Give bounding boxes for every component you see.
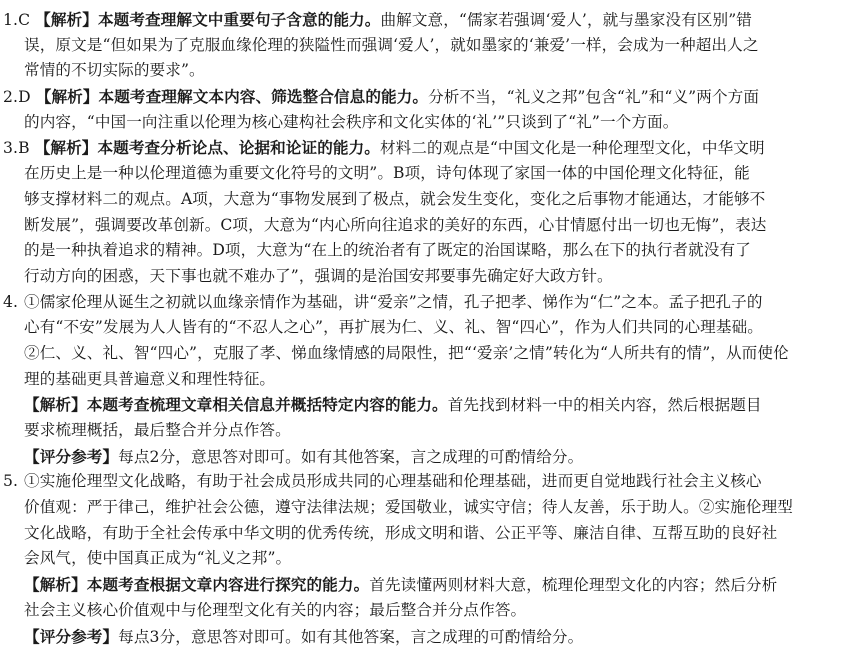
q4-text: 心有“不安”发展为人人皆有的“不忍人之心”，再扩展为仁、义、礼、智“四心”，作为人们共同的心理基础。 (24, 318, 763, 336)
q5-text: 会风气，使中国真正成为“礼义之邦”。 (24, 549, 291, 567)
q5-scoring-heading: 【评分参考】 (24, 627, 118, 646)
q3-line-3 (3, 187, 836, 213)
q1-text: 曲解文意，“儒家若强调‘爱人’，就与墨家没有区别”错 (380, 11, 752, 29)
q2-line-1 (3, 84, 836, 110)
q3-text: 够支撑材料二的观点。A项，大意为“事物发展到了极点，就会发生变化，变化之后事物才能通达，才能够不 (24, 190, 765, 208)
q3-text: 在历史上是一种以伦理道德为重要文化符号的文明”。B项，诗句体现了家国一体的中国伦理文化特征，能 (24, 164, 750, 182)
q3-text: 的是一种执着追求的精神。D项，大意为“在上的统治者有了既定的治国谋略，那么在下的执行者就没有了 (24, 241, 751, 259)
q1-line-1 (3, 7, 836, 33)
q5-line-2 (3, 495, 836, 521)
q4-analysis-heading: 【解析】本题考查梳理文章相关信息并概括特定内容的能力。 (24, 395, 448, 414)
q5-analysis-line-2 (3, 598, 836, 624)
q3-text: 材料二的观点是“中国文化是一种伦理型文化，中华文明 (380, 139, 765, 157)
q2-analysis-heading: 【解析】本题考查理解文本内容、筛选整合信息的能力。 (36, 87, 428, 106)
q2-text: 的内容，“中国一向注重以伦理为核心建构社会秩序和文化实体的‘礼’”只谈到了“礼”一个方面。 (24, 113, 678, 131)
q4-scoring-text: 每点2分，意思答对即可。如有其他答案，言之成理的可酌情给分。 (118, 448, 583, 466)
q5-analysis-text: 社会主义核心价值观中与伦理型文化有关的内容；最后整合并分点作答。 (24, 601, 526, 619)
q5-number: 5. (3, 469, 24, 495)
q1-line-3 (3, 58, 836, 84)
q1-analysis-heading: 【解析】本题考查理解文中重要句子含意的能力。 (35, 10, 380, 29)
q5-scoring-text: 每点3分，意思答对即可。如有其他答案，言之成理的可酌情给分。 (118, 628, 583, 646)
q4-scoring-heading: 【评分参考】 (24, 447, 118, 466)
q5-analysis-heading: 【解析】本题考查根据文章内容进行探究的能力。 (24, 575, 369, 594)
q3-text: 断发展”，强调要改革创新。C项，大意为“内心所向往追求的美好的东西，心甘情愿付出一切也无悔”，表达 (24, 216, 766, 234)
q4-line-2 (3, 315, 836, 341)
q5-line-4 (3, 546, 836, 572)
q3-line-2 (3, 161, 836, 187)
q3-text: 行动方向的困惑，天下事也就不难办了”，强调的是治国安邦要事先确定好大政方针。 (24, 267, 613, 285)
q4-line-4 (3, 367, 836, 393)
q1-line-2 (3, 33, 836, 59)
q3-line-5 (3, 238, 836, 264)
q3-line-6 (3, 264, 836, 290)
q5-line-3 (3, 521, 836, 547)
q5-line-1 (3, 469, 836, 495)
q4-line-3 (3, 341, 836, 367)
q3-line-4 (3, 213, 836, 239)
q5-text: ①实施伦理型文化战略，有助于社会成员形成共同的心理基础和伦理基础，进而更自觉地践行社会主义核心 (24, 472, 762, 490)
q4-text: 理的基础更具普遍意义和理性特征。 (24, 370, 275, 388)
q4-analysis-text: 要求梳理概括，最后整合并分点作答。 (24, 421, 291, 439)
q2-line-2 (3, 110, 836, 136)
q2-number: 2.D (3, 85, 31, 110)
q1-number: 1.C (3, 8, 30, 33)
q5-analysis-text: 首先读懂两则材料大意，梳理伦理型文化的内容；然后分析 (369, 576, 777, 594)
q4-text: ②仁、义、礼、智“四心”，克服了孝、悌血缘情感的局限性，把“‘爱亲’之情”转化为“人所共有的情”，从而使伦 (24, 344, 789, 362)
q5-text: 文化战略，有助于全社会传承中华文明的优秀传统，形成文明和谐、公正平等、廉洁自律、互帮互助的良好社 (24, 524, 777, 542)
q1-text: 常情的不切实际的要求”。 (24, 61, 205, 79)
q4-analysis-line-2 (3, 418, 836, 444)
q4-analysis-text: 首先找到材料一中的相关内容，然后根据题目 (448, 396, 762, 414)
q3-analysis-heading: 【解析】本题考查分析论点、论据和论证的能力。 (35, 138, 380, 157)
q3-number: 3.B (3, 136, 30, 161)
q4-text: ①儒家伦理从诞生之初就以血缘亲情作为基础，讲“爱亲”之情，孔子把孝、悌作为“仁”之本。孟子把孔子的 (24, 293, 763, 311)
q2-text: 分析不当，“礼义之邦”包含“礼”和“义”两个方面 (428, 88, 759, 106)
q4-scoring-line (3, 444, 836, 470)
q5-analysis-line-1 (3, 572, 836, 598)
q4-number: 4. (3, 290, 24, 316)
q5-text: 价值观：严于律己，维护社会公德，遵守法律法规；爱国敬业，诚实守信；待人友善，乐于助人。②实施伦理型 (24, 498, 793, 516)
q4-analysis-line-1 (3, 392, 836, 418)
q1-text: 误，原文是“但如果为了克服血缘伦理的狭隘性而强调‘爱人’，就如墨家的‘兼爱’一样，会成为一种超出人之 (24, 36, 759, 54)
q5-scoring-line (3, 624, 836, 649)
q3-line-1 (3, 135, 836, 161)
q4-line-1 (3, 290, 836, 316)
